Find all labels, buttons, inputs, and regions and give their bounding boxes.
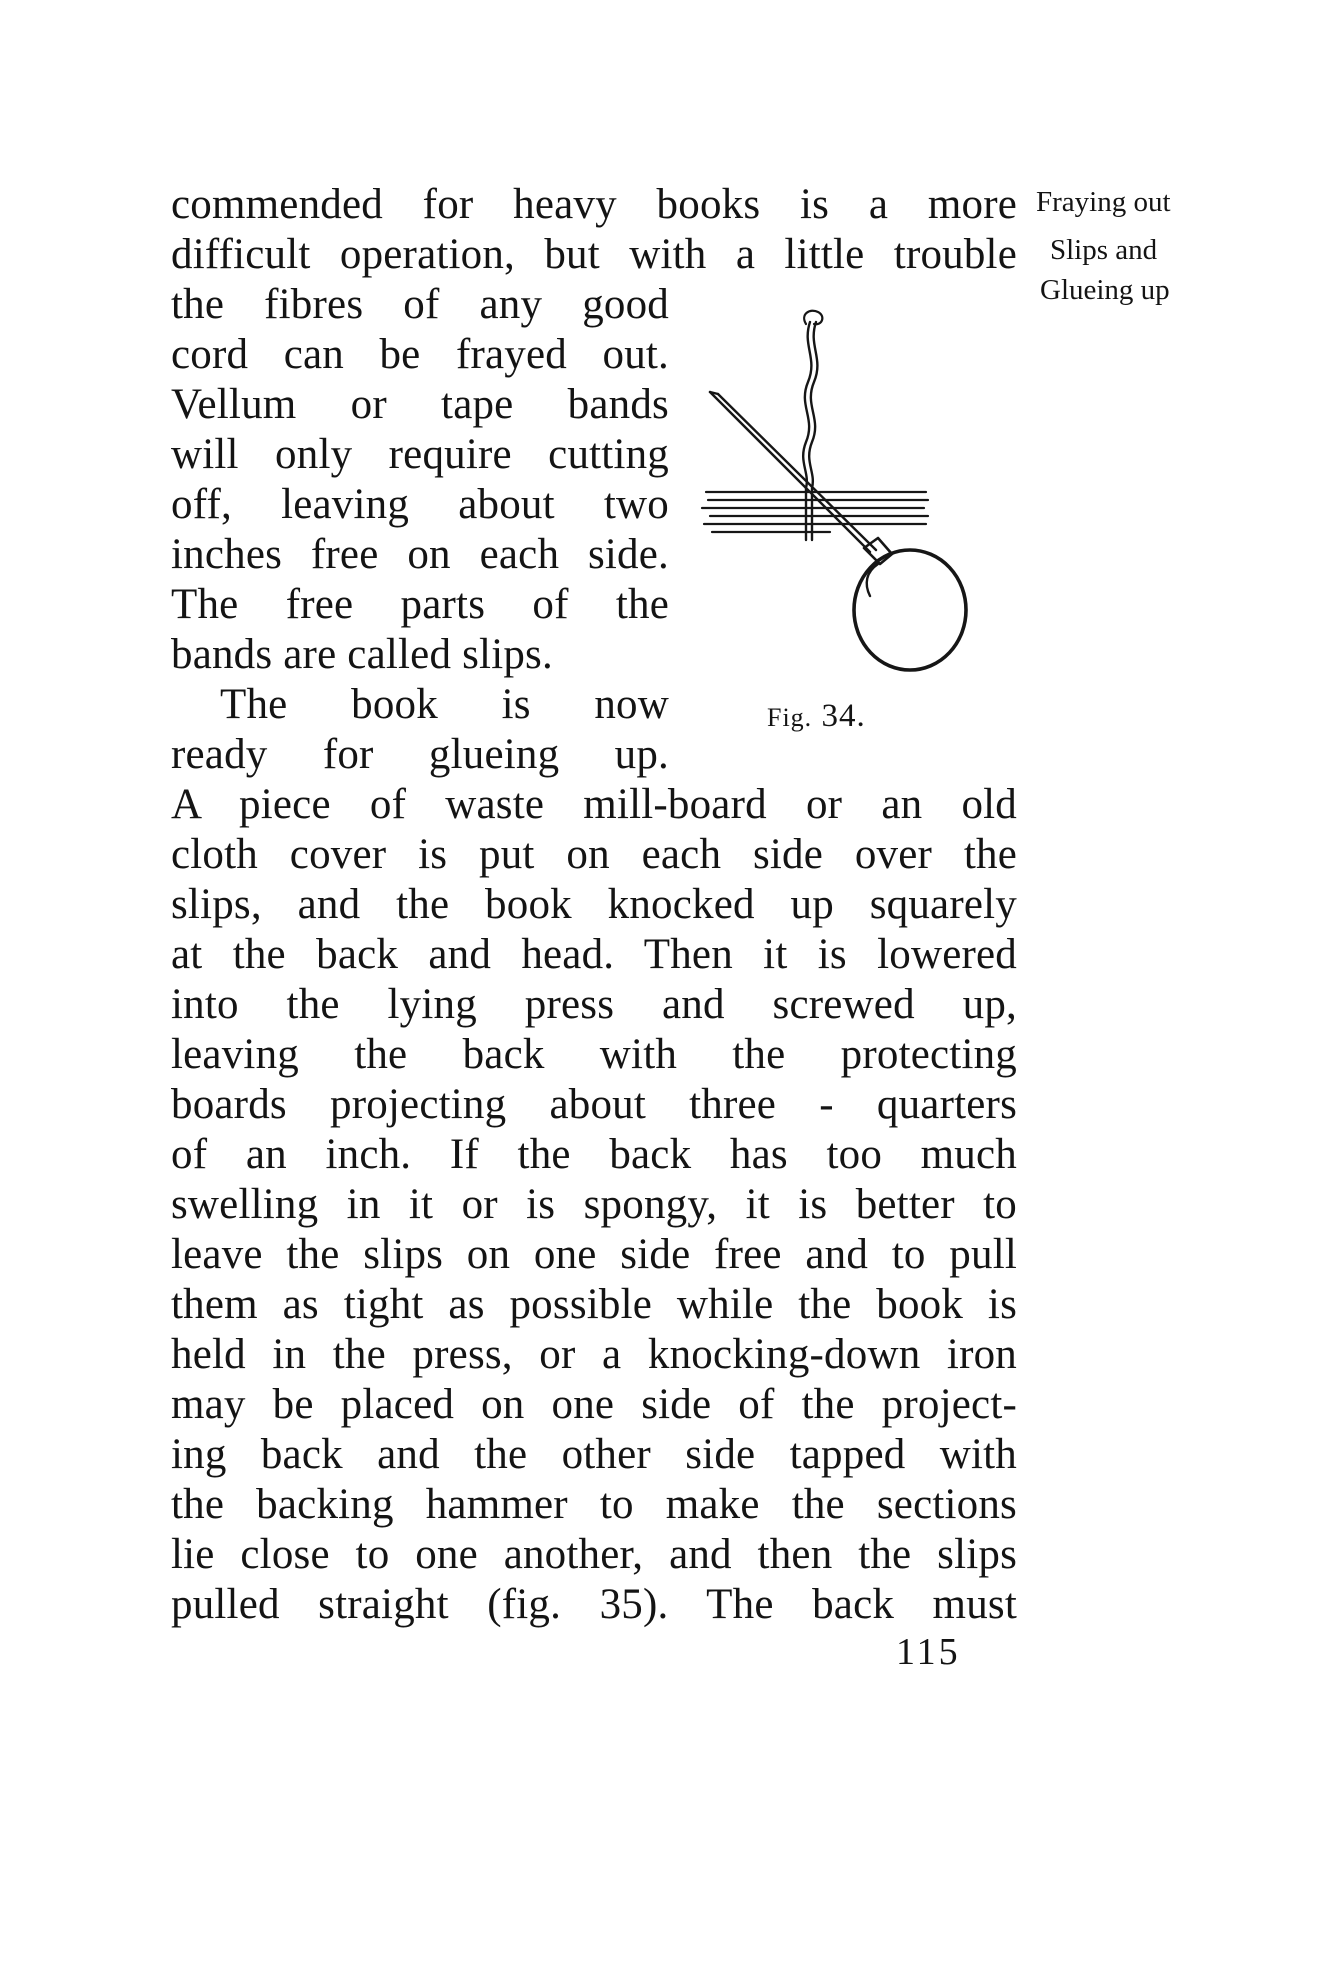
body-line-1: commended for heavy books is a more	[171, 181, 1017, 228]
body-line-9: The free parts of the	[171, 581, 669, 628]
body-line-13: A piece of waste mill-board or an old	[171, 781, 1017, 828]
body-line-4: cord can be frayed out.	[171, 331, 669, 378]
figure-label-prefix: Fig.	[767, 703, 813, 732]
body-line-12: ready for glueing up.	[171, 731, 669, 778]
body-line-24: held in the press, or a knocking-down iron	[171, 1331, 1017, 1378]
bodkin-shaft	[710, 392, 870, 552]
page-number: 115	[896, 1631, 961, 1673]
body-line-8: inches free on each side.	[171, 531, 669, 578]
body-line-5: Vellum or tape bands	[171, 381, 669, 428]
body-line-28: lie close to one another, and then the slips	[171, 1531, 1017, 1578]
fraying-cord-illustration	[688, 302, 1000, 692]
figure-label-number: 34.	[821, 698, 866, 734]
figure-caption	[767, 694, 866, 740]
body-line-21: swelling in it or is spongy, it is better to	[171, 1181, 1017, 1228]
body-line-17: into the lying press and screwed up,	[171, 981, 1017, 1028]
margin-note-line-2: Slips and	[1050, 234, 1158, 266]
body-line-7: off, leaving about two	[171, 481, 669, 528]
body-line-19: boards projecting about three - quarters	[171, 1081, 1017, 1128]
body-line-2: difficult operation, but with a little trouble	[171, 231, 1017, 278]
body-line-6: will only require cutting	[171, 431, 669, 478]
margin-note-line-1: Fraying out	[1036, 186, 1171, 218]
body-line-22: leave the slips on one side free and to pull	[171, 1231, 1017, 1278]
body-line-14: cloth cover is put on each side over the	[171, 831, 1017, 878]
cord-top-loop	[804, 311, 822, 325]
body-line-16: at the back and head. Then it is lowered	[171, 931, 1017, 978]
body-line-10: bands are called slips.	[171, 631, 553, 678]
body-line-15: slips, and the book knocked up squarely	[171, 881, 1017, 928]
body-line-23: them as tight as possible while the book is	[171, 1281, 1017, 1328]
margin-note-line-3: Glueing up	[1040, 274, 1170, 306]
body-line-20: of an inch. If the back has too much	[171, 1131, 1017, 1178]
body-line-26: ing back and the other side tapped with	[171, 1431, 1017, 1478]
body-line-18: leaving the back with the protecting	[171, 1031, 1017, 1078]
body-line-29: pulled straight (fig. 35). The back must	[171, 1581, 1017, 1628]
body-line-27: the backing hammer to make the sections	[171, 1481, 1017, 1528]
bodkin-handle	[854, 550, 966, 670]
body-line-25: may be placed on one side of the project-	[171, 1381, 1017, 1428]
body-line-3: the fibres of any good	[171, 281, 669, 328]
body-line-11: The book is now	[220, 681, 669, 728]
